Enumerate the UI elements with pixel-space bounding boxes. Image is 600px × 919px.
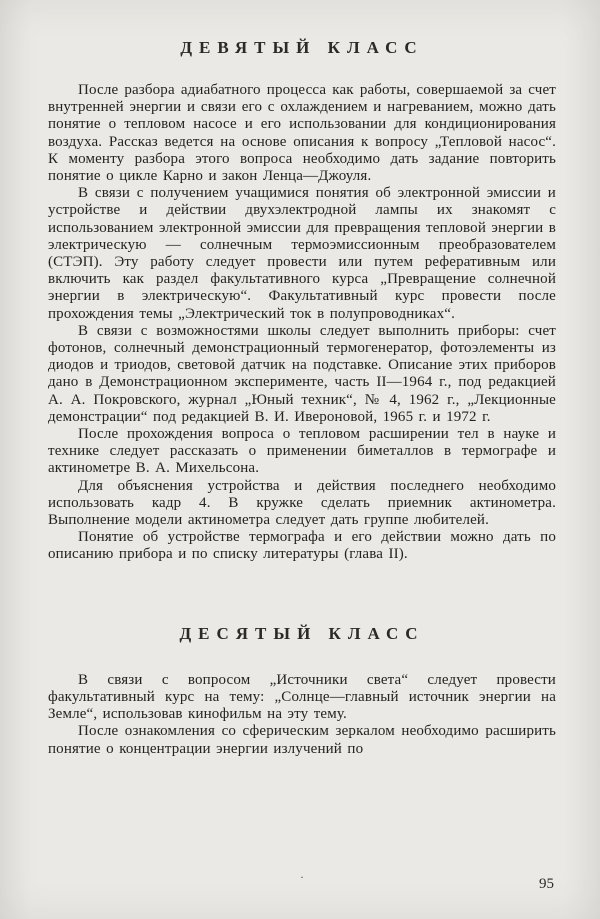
paragraph-actinometer: Для объяснения устройства и действия последнего необходимо использовать кадр 4. В кружке сделать приемник актинометра. Выполнение модели актинометра следует дать группе любителей.	[48, 477, 556, 529]
paragraph-light-sources: В связи с вопросом „Источники света“ следует провести факультативный курс на тему: „Солнце—главный источник энергии на Земле“, использовав кинофильм на эту тему.	[48, 671, 556, 723]
paragraph-thermal-expansion: После прохождения вопроса о тепловом расширении тел в науке и технике следует рассказать о применении биметаллов в термографе и актинометре В. А. Михельсона.	[48, 426, 556, 477]
paragraph-heat-pump: После разбора адиабатного процесса как работы, совершаемой за счет внутренней энергии и связи его с охлаждением и нагреванием, можно дать понятие о тепловом насосе и его использовании для кондиционирования воздуха. Рассказ ведется на основе описания к вопросу „Тепловой насос“. К моменту разбора этого вопроса необходимо дать задание повторить понятие о цикле Карно и закон Ленца—Джоуля.	[48, 82, 556, 185]
paragraph-electron-emission: В связи с получением учащимися понятия об электронной эмиссии и устройстве и действии двухэлектродной лампы их знакомят с использованием электронной эмиссии для превращения тепловой энергии в электрическую — солнечным термоэмиссионным преобразователем (СТЭП). Эту работу следует провести или путем реферативным или включить как раздел факультативного курса „Превращение солнечной энергии в электрическую“. Факультативный курс провести после прохождения темы „Электрический ток в полупроводниках“.	[48, 185, 556, 322]
paragraph-school-devices: В связи с возможностями школы следует выполнить приборы: счет фотонов, солнечный демонстрационный термогенератор, фотоэлементы из диодов и триодов, световой датчик на подставке. Описание этих приборов дано в Демонстрационном эксперименте, часть II—1964 г., под редакцией А. А. Покровского, журнал „Юный техник“, № 4, 1962 г., „Лекционные демонстрации“ под редакцией В. И. Ивероновой, 1965 г. и 1972 г.	[48, 322, 556, 425]
section-title-tenth-grade: ДЕСЯТЫЙ КЛАСС	[179, 623, 425, 643]
scan-artifact-dot: ·	[300, 870, 304, 884]
paragraph-spherical-mirror: После ознакомления со сферическим зеркалом необходимо расширить понятие о концентрации энергии излучений по	[48, 723, 556, 757]
section-title-ninth-grade: ДЕВЯТЫЙ КЛАСС	[180, 38, 424, 57]
paragraph-thermograph: Понятие об устройстве термографа и его действии можно дать по описанию прибора и по списку литературы (глава II).	[48, 529, 556, 563]
page-number: 95	[539, 876, 554, 892]
